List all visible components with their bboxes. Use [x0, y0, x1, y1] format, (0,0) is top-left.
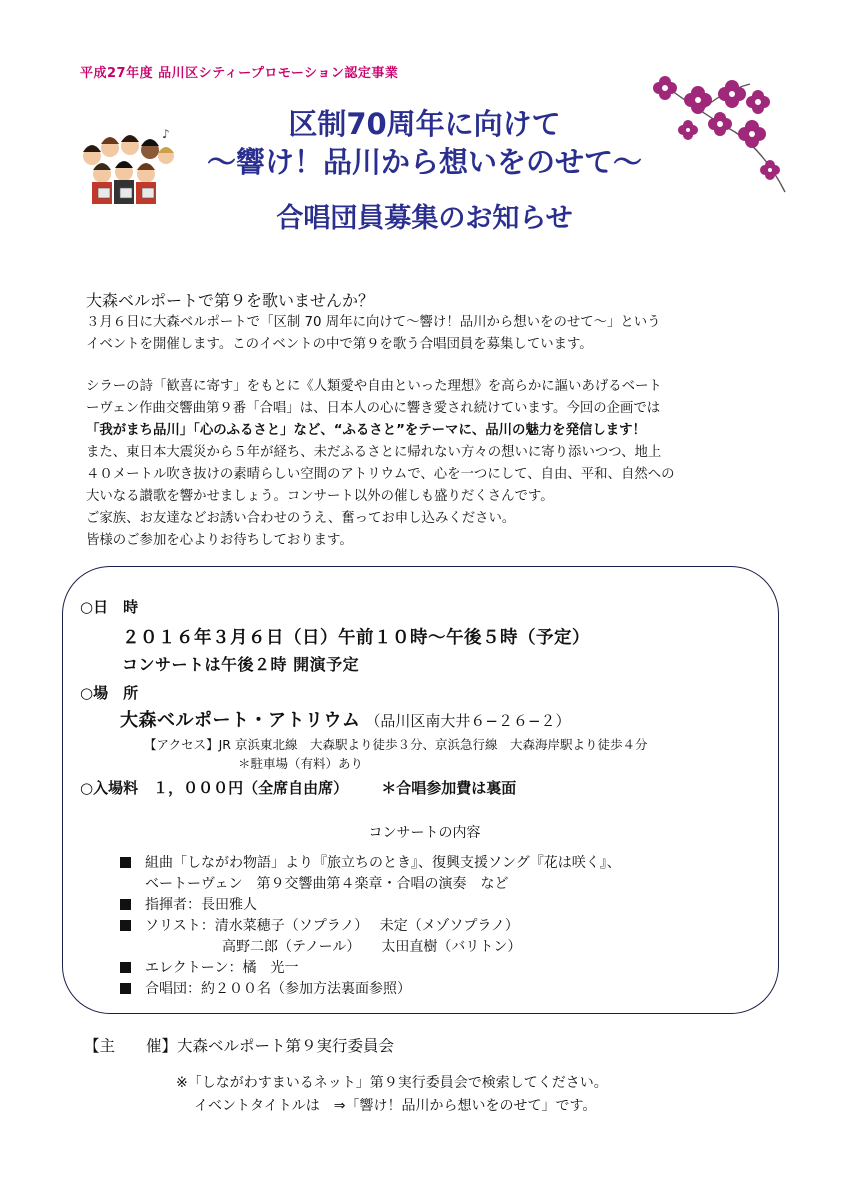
search-note-line-1: ※「しながわすまいるネット」第９実行委員会で検索してください。: [176, 1075, 608, 1091]
list-item-text: 組曲「しながわ物語」より『旅立ちのとき』、復興支援ソング『花は咲く』、: [145, 855, 621, 871]
datetime-value: ２０１６年３月６日（日）午前１０時〜午後５時（予定）: [122, 628, 590, 648]
list-item-continuation: 高野二郎（テノール） 太田直樹（バリトン）: [222, 939, 522, 955]
search-note-line-2: イベントタイトルは ⇒「響け！品川から想いをのせて」です。: [194, 1098, 597, 1114]
content-list: [120, 853, 621, 1000]
datetime-label: ○日 時: [80, 598, 139, 616]
square-bullet-icon: [120, 962, 131, 973]
text-line: イベントを開催します。このイベントの中で第９を歌う合唱団員を募集しています。: [86, 337, 593, 352]
parking-info: ＊駐車場（有料）あり: [238, 756, 364, 771]
title-line-2: 〜響け！品川から想いをのせて〜: [206, 145, 642, 179]
list-item: [120, 979, 621, 1000]
concert-start-time: コンサートは午後２時 開演予定: [122, 655, 360, 674]
square-bullet-icon: [120, 920, 131, 931]
access-info: 【アクセス】JR 京浜東北線 大森駅より徒歩３分、京浜急行線 大森海岸駅より徒歩４分: [144, 737, 648, 752]
list-item-continuation: ベートーヴェン 第９交響曲第４楽章・合唱の演奏 など: [145, 876, 509, 892]
list-item-text: エレクトーン：橘 光一: [145, 960, 299, 976]
list-item: [120, 916, 621, 937]
list-item: [120, 895, 621, 916]
title-line-3: 合唱団員募集のお知らせ: [276, 203, 573, 234]
venue-label: ○場 所: [80, 684, 139, 702]
text-line: ３月６日に大森ベルポートで「区制 70 周年に向けて〜響け！品川から想いをのせて〜」という: [86, 315, 661, 330]
square-bullet-icon: [120, 899, 131, 910]
text-line: ご家族、お友達などお誘い合わせのうえ、奮ってお申し込みください。: [86, 511, 516, 526]
fee-label: ○入場料 １，０００円（全席自由席）: [80, 779, 349, 797]
intro-paragraph-2: [86, 376, 776, 552]
text-line: 皆様のご参加を心よりお待ちしております。: [86, 533, 353, 548]
square-bullet-icon: [120, 857, 131, 868]
venue-address: （品川区南大井６−２６−２）: [365, 712, 571, 730]
text-line: 大いなる讃歌を響かせましょう。コンサート以外の催しも盛りだくさんです。: [86, 489, 554, 504]
text-line: シラーの詩「歓喜に寄す」をもとに《人類愛や自由といった理想》を高らかに謳いあげるベート: [86, 379, 662, 394]
tagline: 平成27年度 品川区シティープロモーション認定事業: [80, 66, 399, 81]
text-line: ４０メートル吹き抜けの素晴らしい空間のアトリウムで、心を一つにして、自由、平和、自然への: [86, 467, 675, 482]
list-item: [120, 853, 621, 874]
content-heading: コンサートの内容: [368, 825, 481, 841]
venue: [120, 706, 571, 732]
title-line-1: 区制70周年に向けて: [288, 107, 561, 141]
text-line: ーヴェン作曲交響曲第９番「合唱」は、日本人の心に響き愛され続けています。今回の企画では: [86, 401, 661, 416]
list-item: [120, 958, 621, 979]
list-item-text: ソリスト：清水菜穂子（ソプラノ） 未定（メゾソプラノ）: [145, 918, 519, 934]
fee-note: ＊合唱参加費は裏面: [381, 779, 517, 797]
list-item-text: 合唱団：約２００名（参加方法裏面参照）: [145, 981, 411, 997]
fee: [80, 777, 516, 798]
text-line: また、東日本大震災から５年が経ち、未だふるさとに帰れない方々の想いに寄り添いつつ、地上: [86, 445, 662, 460]
intro-heading: 大森ベルポートで第９を歌いませんか？: [86, 291, 375, 310]
svg-text:♪: ♪: [162, 127, 170, 141]
list-item-text: 指揮者：長田雅人: [145, 897, 257, 913]
square-bullet-icon: [120, 983, 131, 994]
organizer: 【主 催】大森ベルポート第９実行委員会: [84, 1037, 395, 1055]
intro-paragraph-1: [86, 312, 776, 356]
venue-name: 大森ベルポート・アトリウム: [120, 710, 361, 731]
text-line-emphasis: 「我がまち品川」「心のふるさと」など、“ふるさと”をテーマに、品川の魅力を発信します！: [86, 423, 646, 438]
